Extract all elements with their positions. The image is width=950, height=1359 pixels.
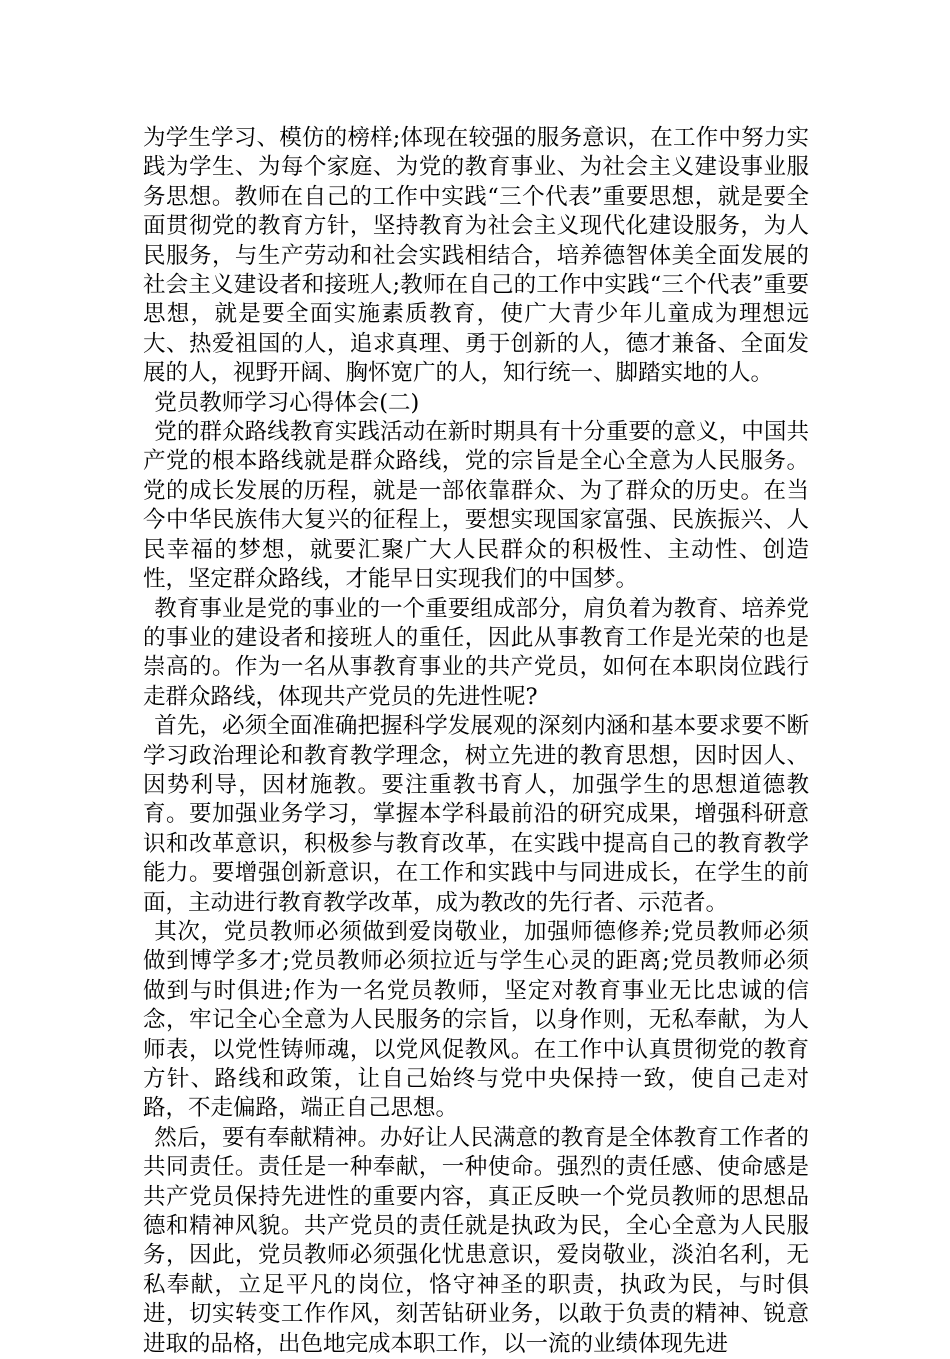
paragraph-first: 首先，必须全面准确把握科学发展观的深刻内涵和基本要求要不断学习政治理论和教育教学理念，树立先进的教育思想，因时因人、因势利导，因材施教。要注重教书育人，加强学生的思想道德教育。要加强业务学习，掌握本学科最前沿的研究成果，增强科研意识和改革意识，积极参与教育改革，在实践中提高自己的教育教学能力。要增强创新意识，在工作和实践中与同进成长，在学生的前面，主动进行教育教学改革，成为教改的先行者、示范者。 <box>143 713 809 916</box>
paragraph-education-cause: 教育事业是党的事业的一个重要组成部分，肩负着为教育、培养党的事业的建设者和接班人的重任，因此从事教育工作是光荣的也是崇高的。作为一名从事教育事业的共产党员，如何在本职岗位践行走群众路线，体现共产党员的先进性呢? <box>143 595 809 710</box>
paragraph-second: 其次，党员教师必须做到爱岗敬业，加强师德修养;党员教师必须做到博学多才;党员教师必须拉近与学生心灵的距离;党员教师必须做到与时俱进;作为一名党员教师，坚定对教育事业无比忠诚的信念，牢记全心全意为人民服务的宗旨，以身作则，无私奉献，为人师表，以党性铸师魂，以党风促教风。在工作中认真贯彻党的教育方针、路线和政策，让自己始终与党中央保持一致，使自己走对路，不走偏路，端正自己思想。 <box>143 918 809 1122</box>
paragraph-mass-line: 党的群众路线教育实践活动在新时期具有十分重要的意义，中国共产党的根本路线就是群众路线，党的宗旨是全心全意为人民服务。党的成长发展的历程，就是一部依靠群众、为了群众的历史。在当今中华民族伟大复兴的征程上，要想实现国家富强、民族振兴、人民幸福的梦想，就要汇聚广大人民群众的积极性、主动性、创造性，坚定群众路线，才能早日实现我们的中国梦。 <box>143 419 809 593</box>
paragraph-continuation: 为学生学习、模仿的榜样;体现在较强的服务意识，在工作中努力实践为学生、为每个家庭、为党的教育事业、为社会主义建设事业服务思想。教师在自己的工作中实践“三个代表”重要思想，就是要全面贯彻党的教育方针，坚持教育为社会主义现代化建设服务，为人民服务，与生产劳动和社会实践相结合，培养德智体美全面发展的社会主义建设者和接班人;教师在自己的工作中实践“三个代表”重要思想，就是要全面实施素质教育，使广大青少年儿童成为理想远大、热爱祖国的人，追求真理、勇于创新的人，德才兼备、全面发展的人，视野开阔、胸怀宽广的人，知行统一、脚踏实地的人。 <box>143 125 809 387</box>
document-page <box>143 124 809 1359</box>
section-heading: 党员教师学习心得体会(二) <box>154 389 420 416</box>
paragraph-third: 然后，要有奉献精神。办好让人民满意的教育是全体教育工作者的共同责任。责任是一种奉献，一种使命。强烈的责任感、使命感是共产党员保持先进性的重要内容，真正反映一个党员教师的思想品德和精神风貌。共产党员的责任就是执政为民，全心全意为人民服务，因此，党员教师必须强化忧患意识，爱岗敬业，淡泊名利，无私奉献，立足平凡的岗位，恪守神圣的职责，执政为民，与时俱进，切实转变工作作风，刻苦钻研业务，以敢于负责的精神、锐意进取的品格，出色地完成本职工作，以一流的业绩体现先进 <box>143 1124 809 1357</box>
